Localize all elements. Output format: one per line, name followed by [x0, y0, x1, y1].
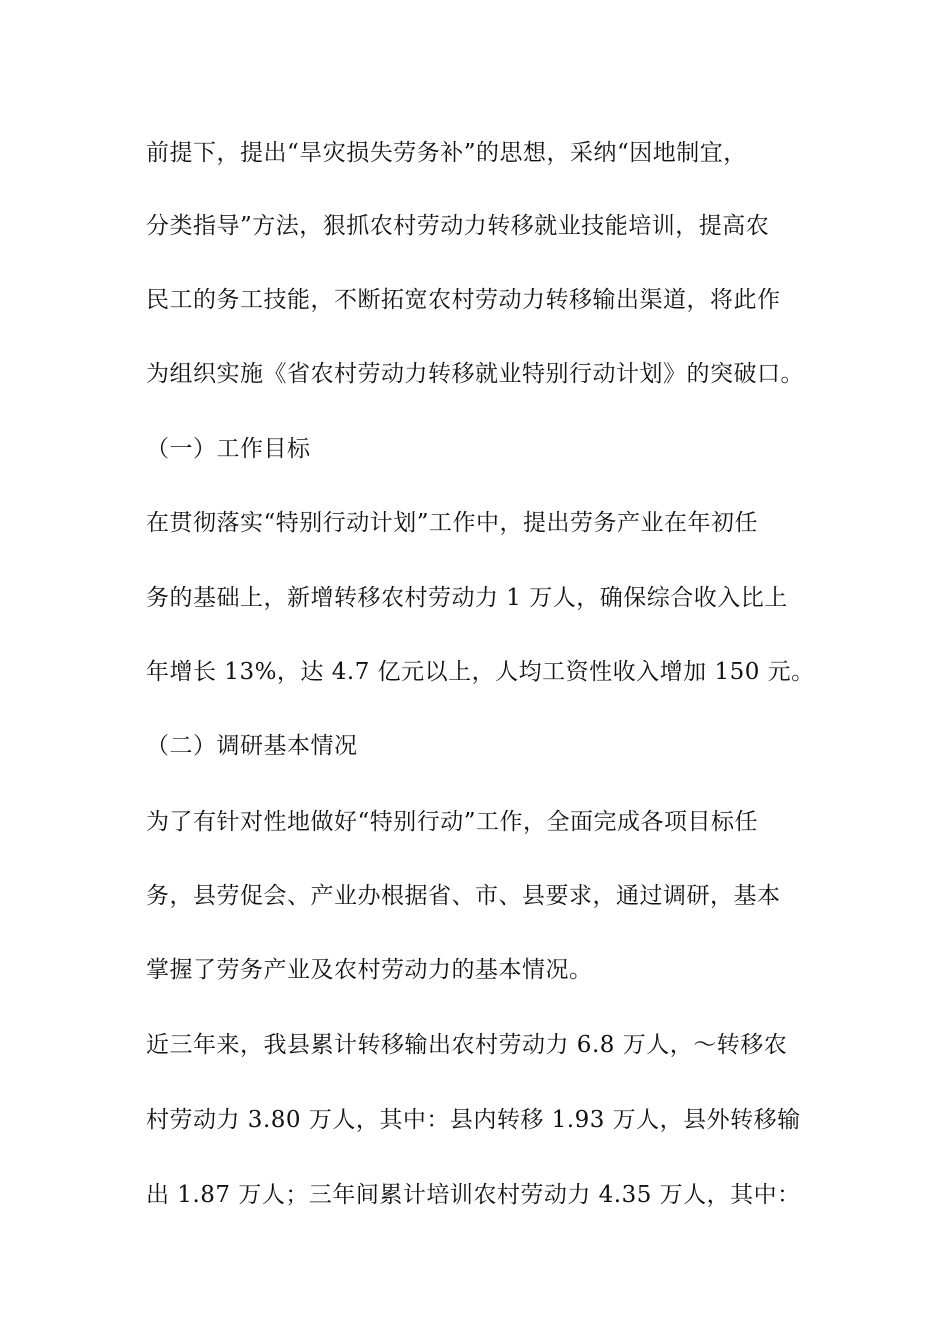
text-line-12: 掌握了劳务产业及农村劳动力的基本情况。	[146, 957, 593, 983]
text-line-11: 务，县劳促会、产业办根据省、市、县要求，通过调研，基本	[146, 883, 781, 909]
section-heading-research: （二）调研基本情况	[146, 733, 358, 759]
section-heading-work-goals: （一）工作目标	[146, 436, 311, 462]
text-line-10: 为了有针对性地做好“特别行动”工作，全面完成各项目标任	[146, 809, 759, 835]
text-line-6: 在贯彻落实“特别行动计划”工作中，提出劳务产业在年初任	[146, 510, 759, 536]
text-line-13: 近三年来，我县累计转移输出农村劳动力 6.8 万人，～转移农	[146, 1032, 788, 1058]
text-line-7: 务的基础上，新增转移农村劳动力 1 万人，确保综合收入比上	[146, 585, 788, 611]
text-line-4: 为组织实施《省农村劳动力转移就业特别行动计划》的突破口。	[146, 361, 804, 387]
text-line-15: 出 1.87 万人；三年间累计培训农村劳动力 4.35 万人，其中：	[146, 1182, 801, 1208]
text-line-2: 分类指导”方法，狠抓农村劳动力转移就业技能培训，提高农	[146, 213, 770, 239]
text-line-1: 前提下，提出“旱灾损失劳务补”的思想，采纳“因地制宜，	[146, 140, 747, 166]
text-line-8: 年增长 13%，达 4.7 亿元以上，人均工资性收入增加 150 元。	[146, 659, 815, 685]
text-line-14: 村劳动力 3.80 万人，其中：县内转移 1.93 万人，县外转移输	[146, 1107, 801, 1133]
text-line-3: 民工的务工技能，不断拓宽农村劳动力转移输出渠道，将此作	[146, 287, 781, 313]
